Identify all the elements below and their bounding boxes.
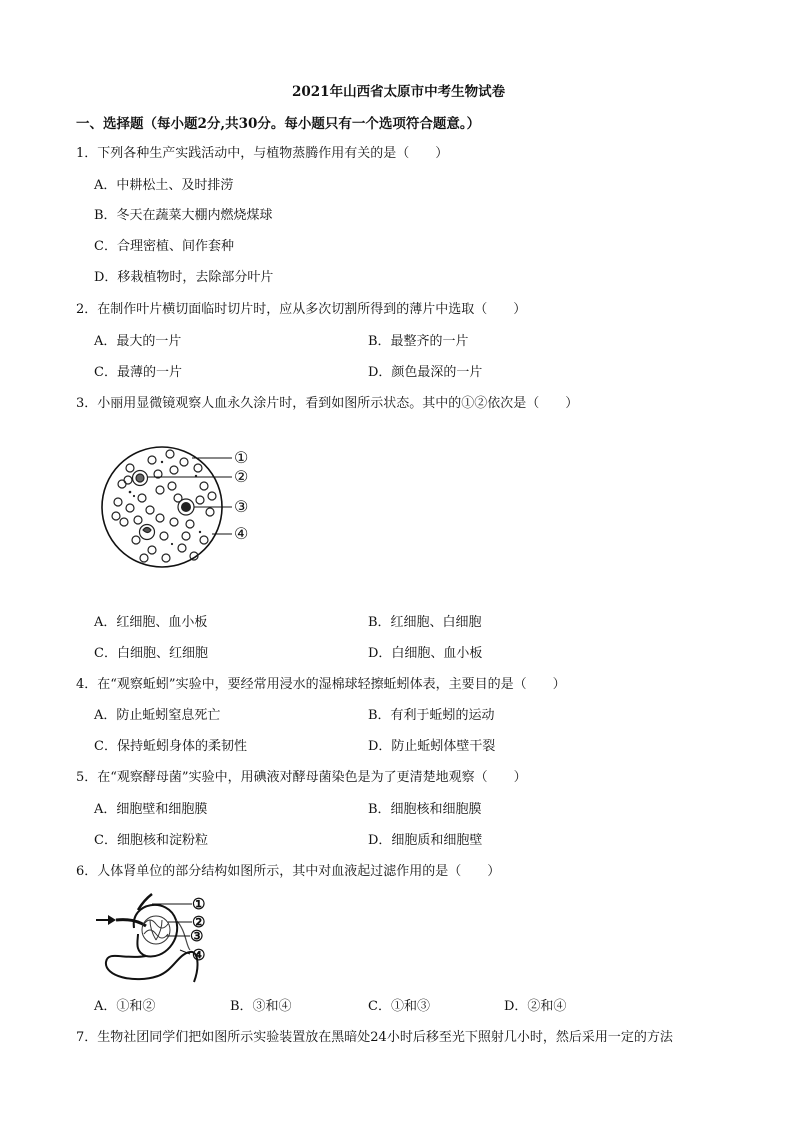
figure-3-label-2: ② [234,467,249,486]
question-3-option-a: A．红细胞、血小板 [94,615,208,630]
question-6-option-b: B．③和④ [230,999,292,1014]
question-3-option-d: D．白细胞、血小板 [368,646,483,661]
question-4-option-a: A．防止蚯蚓窒息死亡 [94,708,221,723]
question-4-option-d: D．防止蚯蚓体壁干裂 [368,739,496,754]
question-4-option-b: B．有利于蚯蚓的运动 [368,708,495,723]
question-3-option-c: C．白细胞、红细胞 [94,646,208,661]
question-3-option-b: B．红细胞、白细胞 [368,615,482,630]
question-2-option-b: B．最整齐的一片 [368,334,469,349]
question-1-option-a: A．中耕松土、及时排涝 [94,178,234,193]
section-heading: 一、选择题（每小题2分,共30分。每小题只有一个选项符合题意。） [76,116,481,132]
afferent-arteriole [116,920,146,926]
bowman-capsule [134,905,177,957]
glomerulus [142,916,170,944]
question-2-option-a: A．最大的一片 [94,334,182,349]
question-1-option-b: B．冬天在蔬菜大棚内燃烧煤球 [94,208,273,223]
figure-6-label-1: ① [192,895,206,913]
question-5-option-b: B．细胞核和细胞膜 [368,802,482,817]
question-6-option-c: C．①和③ [368,999,430,1014]
figure-6-label-3: ③ [190,927,204,945]
question-2-option-d: D．颜色最深的一片 [368,365,483,380]
question-6-stem: 6．人体肾单位的部分结构如图所示，其中对血液起过滤作用的是（ ） [76,864,501,879]
question-6-option-a: A．①和② [94,999,156,1014]
question-2-stem: 2．在制作叶片横切面临时切片时，应从多次切割所得到的薄片中选取（ ） [76,302,527,317]
question-4-option-c: C．保持蚯蚓身体的柔韧性 [94,739,247,754]
incoming-arrow-icon [96,915,116,925]
question-3-stem: 3．小丽用显微镜观察人血永久涂片时，看到如图所示状态。其中的①②依次是（ ） [76,396,579,411]
question-5-option-a: A．细胞壁和细胞膜 [94,802,208,817]
question-4-stem: 4．在“观察蚯蚓”实验中，要经常用浸水的湿棉球轻擦蚯蚓体表，主要目的是（ ） [76,677,566,692]
figure-6-label-2: ② [192,913,206,931]
question-1-option-c: C．合理密植、间作套种 [94,239,234,254]
question-5-option-d: D．细胞质和细胞壁 [368,833,483,848]
figure-3-label-3: ③ [234,497,249,516]
question-2-option-c: C．最薄的一片 [94,365,182,380]
figure-6-label-4: ④ [192,946,206,964]
question-1-option-d: D．移栽植物时，去除部分叶片 [94,270,274,285]
page-title: 2021年山西省太原市中考生物试卷 [292,84,506,100]
capillary-network [176,920,190,950]
figure-3-label-4: ④ [234,524,249,543]
question-5-stem: 5．在“观察酵母菌”实验中，用碘液对酵母菌染色是为了更清楚地观察（ ） [76,770,527,785]
question-7-stem: 7．生物社团同学们把如图所示实验装置放在黑暗处24小时后移至光下照射几小时，然后采用一定的方法 [76,1030,673,1045]
question-1-stem: 1．下列各种生产实践活动中，与植物蒸腾作用有关的是（ ） [76,146,449,161]
figure-3-label-1: ① [234,448,249,467]
question-5-option-c: C．细胞核和淀粉粒 [94,833,208,848]
question-6-option-d: D．②和④ [504,999,567,1014]
